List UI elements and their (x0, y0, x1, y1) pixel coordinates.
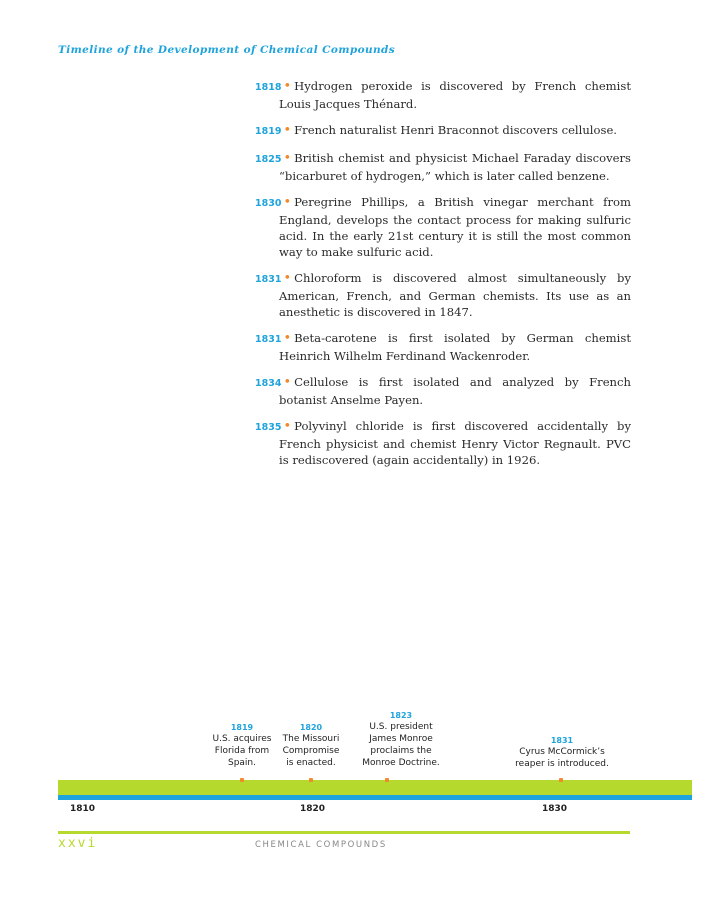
entry-year: 1819 (255, 126, 282, 137)
event-year: 1823 (389, 711, 413, 720)
timeline-tick-1819 (240, 778, 244, 782)
event-text-line: James Monroe (369, 734, 433, 744)
timeline-entries (255, 78, 631, 478)
bullet-icon: • (283, 79, 292, 94)
bullet-icon: • (283, 151, 292, 166)
timeline-entry (255, 122, 631, 140)
bullet-icon: • (283, 123, 292, 138)
timeline-entry (255, 270, 631, 320)
timeline-entry (255, 374, 631, 408)
bullet-icon: • (283, 195, 292, 210)
timeline-event-1831 (498, 735, 626, 770)
entry-year: 1830 (255, 198, 282, 209)
bullet-icon: • (283, 331, 292, 346)
entry-text: Beta-carotene is first isolated by German chemist Heinrich Wilhelm Ferdinand Wackenroder. (279, 331, 631, 363)
timeline-axis-line (58, 795, 692, 800)
timeline-tick-1831 (559, 778, 563, 782)
event-year: 1820 (299, 723, 323, 732)
entry-year: 1831 (255, 274, 282, 285)
event-year: 1831 (550, 736, 574, 745)
timeline-entry (255, 150, 631, 184)
bullet-icon: • (283, 271, 292, 286)
timeline-event-1820 (266, 722, 356, 769)
page-number: xxvi (58, 836, 98, 851)
event-text-line: reaper is introduced. (515, 759, 609, 769)
timeline-entry (255, 194, 631, 260)
footer-divider (58, 831, 630, 834)
event-text-line: U.S. acquires (212, 734, 272, 744)
timeline-event-1823 (348, 710, 454, 769)
timeline-axis-label: 1830 (542, 804, 568, 814)
event-text-line: is enacted. (286, 758, 336, 768)
timeline-entry (255, 330, 631, 364)
page-header-title: Timeline of the Development of Chemical Compounds (58, 44, 396, 56)
entry-text: French naturalist Henri Braconnot discovers cellulose. (294, 123, 617, 137)
timeline-entry (255, 78, 631, 112)
timeline-entry (255, 418, 631, 468)
event-text-line: Cyrus McCormick’s (519, 747, 605, 757)
event-text-line: Compromise (282, 746, 340, 756)
event-text-line: Florida from (214, 746, 270, 756)
event-text-line: Monroe Doctrine. (362, 758, 440, 768)
entry-year: 1834 (255, 378, 282, 389)
running-footer-title: CHEMICAL COMPOUNDS (255, 840, 387, 850)
entry-year: 1825 (255, 154, 282, 165)
entry-text: Peregrine Phillips, a British vinegar merchant from England, develops the contact process for making sulfuric acid. In the early 21st century it is still the most common way to make sulfuric acid. (279, 195, 631, 259)
bullet-icon: • (283, 375, 292, 390)
entry-text: Polyvinyl chloride is first discovered accidentally by French physicist and chemist Henry Victor Regnault. PVC is rediscovered (again accidentally) in 1926. (279, 419, 631, 467)
timeline-axis-label: 1810 (70, 804, 96, 814)
timeline-tick-1820 (309, 778, 313, 782)
entry-year: 1818 (255, 82, 282, 93)
event-text-line: proclaims the (370, 746, 432, 756)
bullet-icon: • (283, 419, 292, 434)
entry-text: Hydrogen peroxide is discovered by French chemist Louis Jacques Thénard. (279, 79, 631, 111)
event-text-line: The Missouri (282, 734, 340, 744)
entry-year: 1831 (255, 334, 282, 345)
entry-text: Chloroform is discovered almost simultaneously by American, French, and German chemists. Its use as an anesthetic is discovered in 1847. (279, 271, 631, 319)
entry-text: British chemist and physicist Michael Faraday discovers “bicarburet of hydrogen,” which is later called benzene. (279, 151, 631, 183)
entry-text: Cellulose is first isolated and analyzed by French botanist Anselme Payen. (279, 375, 631, 407)
timeline-axis-label: 1820 (300, 804, 326, 814)
entry-year: 1835 (255, 422, 282, 433)
timeline-tick-1823 (385, 778, 389, 782)
timeline-bar (58, 780, 692, 795)
event-year: 1819 (230, 723, 254, 732)
event-text-line: U.S. president (369, 722, 433, 732)
event-text-line: Spain. (227, 758, 256, 768)
